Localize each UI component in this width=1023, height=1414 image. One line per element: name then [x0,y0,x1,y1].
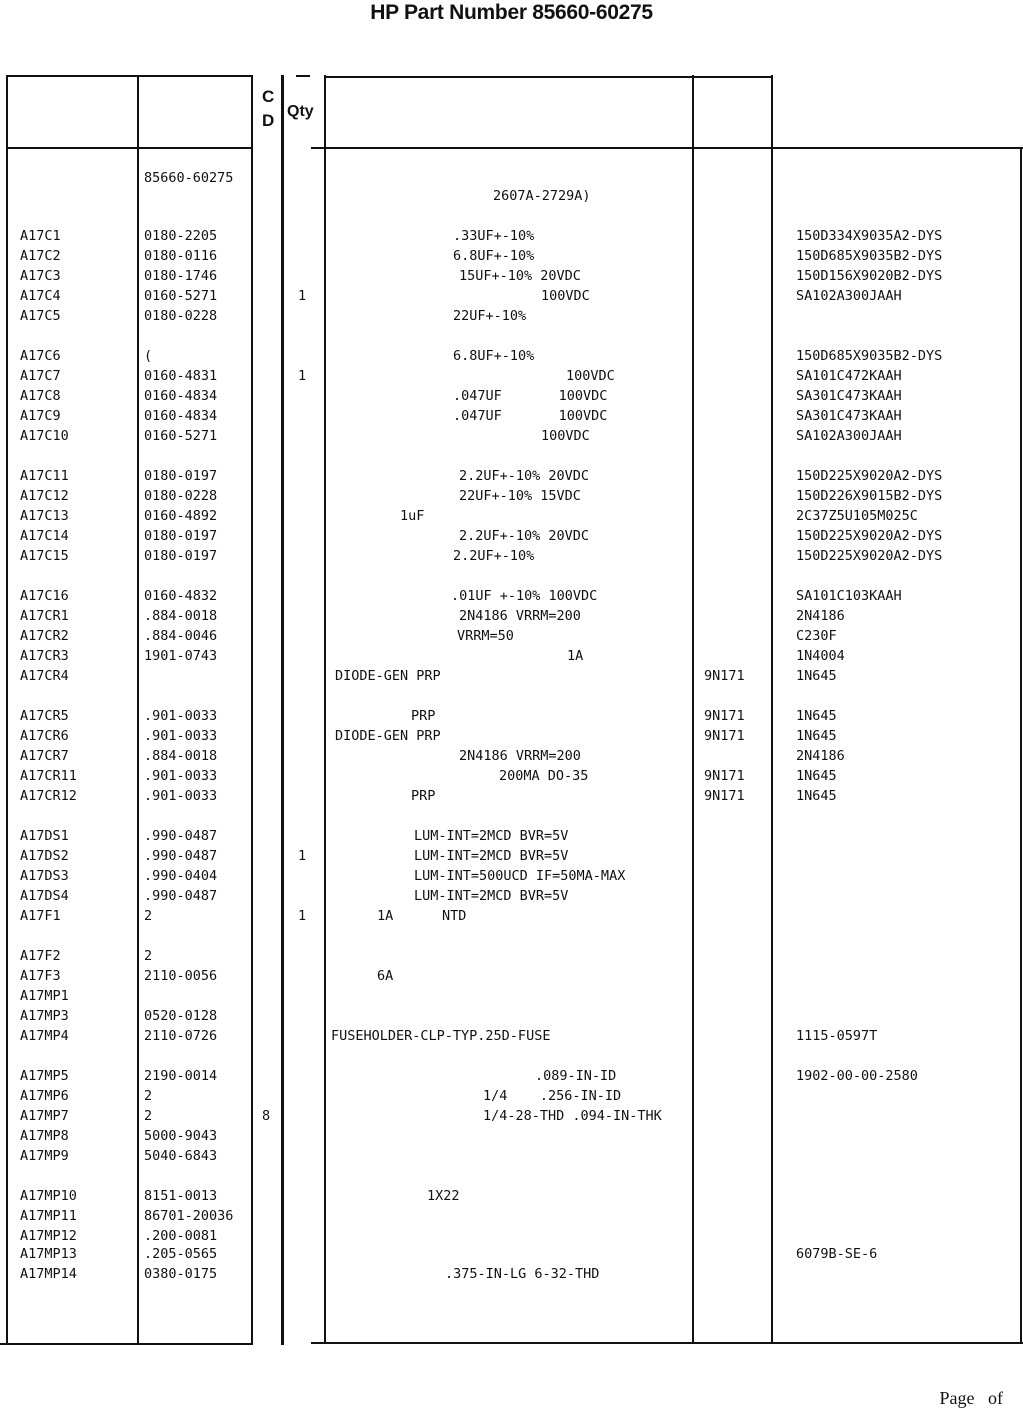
part-number-cell: 5000-9043 [144,1128,218,1144]
table-row [0,306,1023,326]
description-cell: LUM-INT=500UCD IF=50MA-MAX [414,868,626,884]
table-row [0,986,1023,1006]
description-cell: .047UF 100VDC [453,408,608,424]
mfr-part-number-cell: 1N645 [796,668,837,684]
reference-designator-cell: A17F3 [20,968,61,984]
reference-designator-cell: A17C3 [20,268,61,284]
part-number-cell: 0180-0197 [144,468,218,484]
header-qty: Qty [287,103,314,120]
mfr-code-cell: 9N171 [704,728,745,744]
part-number-cell: .884-0018 [144,748,218,764]
mfr-part-number-cell: 2N4186 [796,608,845,624]
table-row [0,1186,1023,1206]
table-row [0,168,1023,188]
part-number-cell: .205-0565 [144,1246,218,1262]
description-cell: FUSEHOLDER-CLP-TYP.25D-FUSE [331,1028,551,1044]
part-number-cell: 8151-0013 [144,1188,218,1204]
description-cell: 1/4-28-THD .094-IN-THK [483,1108,662,1124]
part-number-cell: 86701-20036 [144,1208,234,1224]
table-bottom-border-right [311,1342,1023,1344]
page-title: HP Part Number 85660-60275 [370,1,653,24]
table-row [0,426,1023,446]
reference-designator-cell: A17CR3 [20,648,69,664]
table-row [0,346,1023,366]
table-row [0,666,1023,686]
header-d: D [262,111,275,130]
quantity-cell: 1 [298,908,307,924]
table-row [0,766,1023,786]
description-cell: LUM-INT=2MCD BVR=5V [414,888,569,904]
description-cell: 2.2UF+-10% 20VDC [459,468,590,484]
part-number-cell: 2 [144,1108,153,1124]
reference-designator-cell: A17CR6 [20,728,69,744]
reference-designator-cell: A17C15 [20,548,69,564]
table-row [0,186,1023,206]
description-cell: PRP [411,788,436,804]
description-cell: 100VDC [566,368,615,384]
description-cell: .047UF 100VDC [453,388,608,404]
part-number-cell: 85660-60275 [144,170,234,186]
reference-designator-cell: A17C6 [20,348,61,364]
mfr-code-cell: 9N171 [704,668,745,684]
description-cell: 1A NTD [377,908,467,924]
table-row [0,606,1023,626]
reference-designator-cell: A17F2 [20,948,61,964]
reference-designator-cell: A17CR2 [20,628,69,644]
table-bottom-border-left [0,1343,253,1345]
reference-designator-cell: A17C13 [20,508,69,524]
table-row [0,906,1023,926]
table-row [0,966,1023,986]
table-row [0,1244,1023,1264]
table-row [0,1066,1023,1086]
table-row [0,386,1023,406]
part-number-cell: 1901-0743 [144,648,218,664]
check-digit-cell: 8 [262,1108,271,1124]
reference-designator-cell: A17MP10 [20,1188,77,1204]
reference-designator-cell: A17DS3 [20,868,69,884]
mfr-part-number-cell: SA301C473KAAH [796,408,902,424]
part-number-cell: .990-0404 [144,868,218,884]
table-row [0,646,1023,666]
mfr-part-number-cell: 6079B-SE-6 [796,1246,878,1262]
table-row [0,846,1023,866]
reference-designator-cell: A17DS4 [20,888,69,904]
part-number-cell: .200-0081 [144,1228,218,1244]
description-cell: PRP [411,708,436,724]
mfr-part-number-cell: 150D225X9020A2-DYS [796,468,943,484]
mfr-part-number-cell: 2N4186 [796,748,845,764]
reference-designator-cell: A17MP14 [20,1266,77,1282]
description-cell: VRRM=50 [457,628,514,644]
description-cell: LUM-INT=2MCD BVR=5V [414,848,569,864]
mfr-part-number-cell: SA102A300JAAH [796,288,902,304]
part-number-cell: 0380-0175 [144,1266,218,1282]
description-cell: 200MA DO-35 [499,768,589,784]
part-number-cell: 0160-4892 [144,508,218,524]
reference-designator-cell: A17F1 [20,908,61,924]
header-c: C [262,87,275,106]
part-number-cell: .901-0033 [144,728,218,744]
reference-designator-cell: A17MP9 [20,1148,69,1164]
part-number-cell: 2110-0056 [144,968,218,984]
reference-designator-cell: A17C14 [20,528,69,544]
table-row [0,246,1023,266]
part-number-cell: 0160-5271 [144,288,218,304]
description-cell: 2N4186 VRRM=200 [459,748,581,764]
reference-designator-cell: A17C7 [20,368,61,384]
part-number-cell: 2 [144,948,153,964]
reference-designator-cell: A17MP1 [20,988,69,1004]
description-cell: 15UF+-10% 20VDC [459,268,581,284]
reference-designator-cell: A17CR4 [20,668,69,684]
reference-designator-cell: A17CR5 [20,708,69,724]
table-row [0,526,1023,546]
reference-designator-cell: A17MP6 [20,1088,69,1104]
quantity-cell: 1 [298,288,307,304]
reference-designator-cell: A17CR11 [20,768,77,784]
part-number-cell: .901-0033 [144,788,218,804]
table-row [0,866,1023,886]
description-cell: 1/4 .256-IN-ID [483,1088,622,1104]
table-row [0,1226,1023,1246]
reference-designator-cell: A17DS2 [20,848,69,864]
reference-designator-cell: A17DS1 [20,828,69,844]
description-cell: 6.8UF+-10% [453,348,535,364]
mfr-code-cell: 9N171 [704,708,745,724]
table-row [0,546,1023,566]
part-number-cell: 2190-0014 [144,1068,218,1084]
quantity-cell: 1 [298,848,307,864]
table-top-border-right [326,76,772,78]
mfr-part-number-cell: SA301C473KAAH [796,388,902,404]
description-cell: 22UF+-10% [453,308,527,324]
mfr-part-number-cell: 150D225X9020A2-DYS [796,528,943,544]
mfr-part-number-cell: 1N4004 [796,648,845,664]
description-cell: 100VDC [541,428,590,444]
part-number-cell: 5040-6843 [144,1148,218,1164]
part-number-cell: .884-0018 [144,608,218,624]
reference-designator-cell: A17MP5 [20,1068,69,1084]
mfr-part-number-cell: 1N645 [796,768,837,784]
mfr-part-number-cell: 2C37Z5U105M025C [796,508,918,524]
description-cell: DIODE-GEN PRP [335,668,441,684]
reference-designator-cell: A17CR1 [20,608,69,624]
table-row [0,886,1023,906]
description-cell: 1uF [400,508,425,524]
reference-designator-cell: A17C9 [20,408,61,424]
description-cell: 6.8UF+-10% [453,248,535,264]
part-number-cell: 2 [144,1088,153,1104]
part-number-cell: 0160-4834 [144,388,218,404]
table-row [0,1264,1023,1284]
part-number-cell: 0180-0228 [144,488,218,504]
mfr-part-number-cell: 150D156X9020B2-DYS [796,268,943,284]
table-row [0,486,1023,506]
table-row [0,826,1023,846]
table-row [0,1106,1023,1126]
table-row [0,1126,1023,1146]
table-row [0,1006,1023,1026]
part-number-cell: 2 [144,908,153,924]
table-row [0,1146,1023,1166]
mfr-part-number-cell: SA101C472KAAH [796,368,902,384]
table-row [0,1026,1023,1046]
table-row [0,366,1023,386]
table-top-border-qty [296,75,310,77]
table-row [0,1206,1023,1226]
description-cell: 100VDC [541,288,590,304]
description-cell: 22UF+-10% 15VDC [459,488,581,504]
reference-designator-cell: A17MP4 [20,1028,69,1044]
part-number-cell: 0180-1746 [144,268,218,284]
header-divider-right [311,147,1023,149]
reference-designator-cell: A17C4 [20,288,61,304]
description-cell: 2.2UF+-10% [453,548,535,564]
mfr-part-number-cell: 1N645 [796,708,837,724]
table-row [0,626,1023,646]
reference-designator-cell: A17C10 [20,428,69,444]
mfr-part-number-cell: 150D685X9035B2-DYS [796,248,943,264]
part-number-cell: .901-0033 [144,708,218,724]
reference-designator-cell: A17MP8 [20,1128,69,1144]
description-cell: .375-IN-LG 6-32-THD [445,1266,600,1282]
reference-designator-cell: A17MP7 [20,1108,69,1124]
part-number-cell: .990-0487 [144,888,218,904]
description-cell: DIODE-GEN PRP [335,728,441,744]
table-row [0,746,1023,766]
part-number-cell: 0180-0197 [144,548,218,564]
table-top-border-left [6,75,253,77]
part-number-cell: .990-0487 [144,828,218,844]
table-row [0,706,1023,726]
reference-designator-cell: A17C12 [20,488,69,504]
description-cell: 2607A-2729A) [493,188,591,204]
description-cell: 6A [377,968,394,984]
reference-designator-cell: A17C8 [20,388,61,404]
table-row [0,726,1023,746]
table-row [0,406,1023,426]
table-row [0,786,1023,806]
reference-designator-cell: A17MP12 [20,1228,77,1244]
mfr-part-number-cell: 150D226X9015B2-DYS [796,488,943,504]
table-row [0,586,1023,606]
reference-designator-cell: A17C5 [20,308,61,324]
part-number-cell: 0160-4834 [144,408,218,424]
mfr-part-number-cell: 150D685X9035B2-DYS [796,348,943,364]
part-number-cell: 0160-4831 [144,368,218,384]
part-number-cell: .884-0046 [144,628,218,644]
part-number-cell: ( [144,348,153,364]
page-footer: Page of [939,1388,1003,1408]
table-row [0,286,1023,306]
reference-designator-cell: A17MP13 [20,1246,77,1262]
table-row [0,1086,1023,1106]
description-cell: 1X22 [427,1188,460,1204]
mfr-code-cell: 9N171 [704,788,745,804]
description-cell: 2N4186 VRRM=200 [459,608,581,624]
mfr-code-cell: 9N171 [704,768,745,784]
reference-designator-cell: A17C11 [20,468,69,484]
mfr-part-number-cell: 1N645 [796,728,837,744]
description-cell: LUM-INT=2MCD BVR=5V [414,828,569,844]
quantity-cell: 1 [298,368,307,384]
mfr-part-number-cell: SA102A300JAAH [796,428,902,444]
part-number-cell: 0180-0116 [144,248,218,264]
part-number-cell: 0520-0128 [144,1008,218,1024]
part-number-cell: 2110-0726 [144,1028,218,1044]
table-row [0,466,1023,486]
part-number-cell: 0180-0197 [144,528,218,544]
reference-designator-cell: A17C2 [20,248,61,264]
part-number-cell: .990-0487 [144,848,218,864]
reference-designator-cell: A17CR12 [20,788,77,804]
part-number-cell: .901-0033 [144,768,218,784]
part-number-cell: 0160-4832 [144,588,218,604]
table-row [0,266,1023,286]
header-divider-left [6,147,253,149]
part-number-cell: 0180-2205 [144,228,218,244]
table-row [0,226,1023,246]
description-cell: .33UF+-10% [453,228,535,244]
mfr-part-number-cell: C230F [796,628,837,644]
description-cell: .01UF +-10% 100VDC [451,588,598,604]
table-row [0,506,1023,526]
description-cell: 2.2UF+-10% 20VDC [459,528,590,544]
reference-designator-cell: A17CR7 [20,748,69,764]
reference-designator-cell: A17C1 [20,228,61,244]
mfr-part-number-cell: 150D334X9035A2-DYS [796,228,943,244]
description-cell: .089-IN-ID [535,1068,617,1084]
description-cell: 1A [567,648,584,664]
reference-designator-cell: A17MP11 [20,1208,77,1224]
part-number-cell: 0160-5271 [144,428,218,444]
mfr-part-number-cell: 150D225X9020A2-DYS [796,548,943,564]
mfr-part-number-cell: SA101C103KAAH [796,588,902,604]
mfr-part-number-cell: 1115-0597T [796,1028,878,1044]
table-row [0,946,1023,966]
reference-designator-cell: A17MP3 [20,1008,69,1024]
mfr-part-number-cell: 1N645 [796,788,837,804]
part-number-cell: 0180-0228 [144,308,218,324]
reference-designator-cell: A17C16 [20,588,69,604]
mfr-part-number-cell: 1902-00-00-2580 [796,1068,918,1084]
